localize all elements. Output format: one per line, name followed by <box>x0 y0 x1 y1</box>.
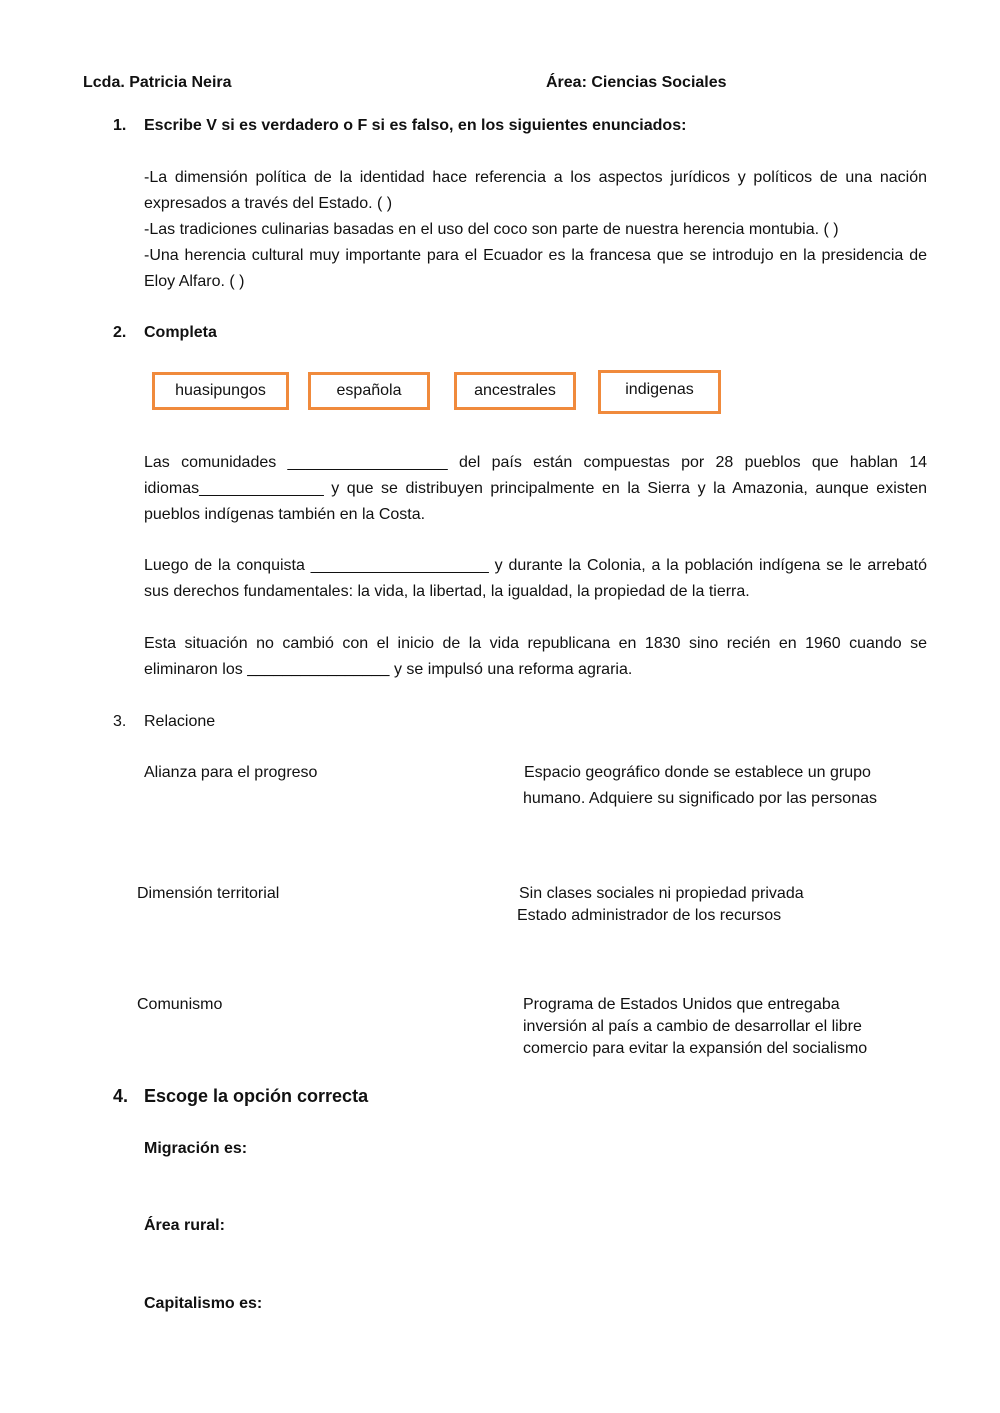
teacher-name: Lcda. Patricia Neira <box>83 74 232 91</box>
q4-item-area-rural: Área rural: <box>144 1217 225 1234</box>
q3-title: Relacione <box>144 713 216 730</box>
q4-item-migracion: Migración es: <box>144 1140 248 1157</box>
q1-statement: -Una herencia cultural muy importante para el Ecuador es la francesa que se introdujo en la presidencia de Eloy Alfaro. ( ) <box>144 247 927 290</box>
q1-statements <box>144 165 927 295</box>
q2-paragraph-2 <box>144 553 927 605</box>
match-right-line: comercio para evitar la expansión del socialismo <box>523 1040 868 1057</box>
q2-paragraph-3 <box>144 631 927 683</box>
q1-title: Escribe V si es verdadero o F si es falso, en los siguientes enunciados: <box>144 117 687 134</box>
word-bank-espanola[interactable]: española <box>308 372 430 410</box>
q2-paragraph-text: Esta situación no cambió con el inicio de la vida republicana en 1830 sino recién en 1960 cuando se eliminaron los <box>144 635 927 678</box>
match-right-line: Sin clases sociales ni propiedad privada <box>519 885 804 902</box>
q1-statement: -Las tradiciones culinarias basadas en el uso del coco son parte de nuestra herencia montubia. ( ) <box>144 221 839 238</box>
q2-paragraph-text: Luego de la conquista ____________________ y durante la Colonia, a la población indígena se le arrebató sus derechos fundamentales: la vida, la libertad, la igualdad, la propiedad de la tierra. <box>144 557 927 600</box>
match-right-item[interactable] <box>524 762 877 810</box>
match-right-line: humano. Adquiere su significado por las personas <box>523 790 877 807</box>
word-bank-huasipungos[interactable]: huasipungos <box>152 372 289 410</box>
match-right-line: inversión al país a cambio de desarrollar el libre <box>523 1018 862 1035</box>
match-right-item[interactable] <box>523 994 867 1060</box>
match-left-item[interactable]: Alianza para el progreso <box>144 764 318 781</box>
fill-in-blank[interactable]: ________________ <box>247 661 390 678</box>
word-bank-indigenas[interactable]: indigenas <box>598 370 721 414</box>
q2-paragraph-text: y se impulsó una reforma agraria. <box>389 661 633 678</box>
q4-number: 4. <box>113 1086 129 1106</box>
q2-title: Completa <box>144 324 217 341</box>
q2-paragraph-text: Las comunidades __________________ del país están compuestas por 28 pueblos que hablan 14 idiomas______________ y que se distribuyen principalmente en la Sierra y la Amazonia, aunque existen pueblos indígenas también en la Costa. <box>144 454 927 523</box>
q4-item-capitalismo: Capitalismo es: <box>144 1295 263 1312</box>
match-left-item[interactable]: Comunismo <box>137 996 223 1013</box>
match-left-item[interactable]: Dimensión territorial <box>137 885 280 902</box>
q2-number: 2. <box>113 324 127 341</box>
match-right-item[interactable] <box>519 883 804 927</box>
q4-title: Escoge la opción correcta <box>144 1086 369 1106</box>
subject-area: Área: Ciencias Sociales <box>546 74 727 91</box>
word-bank-ancestrales[interactable]: ancestrales <box>454 372 576 410</box>
q1-number: 1. <box>113 117 127 134</box>
q3-number: 3. <box>113 713 127 730</box>
q1-statement: -La dimensión política de la identidad hace referencia a los aspectos jurídicos y políticos de una nación expresados a través del Estado. ( ) <box>144 169 927 212</box>
match-right-line: Programa de Estados Unidos que entregaba <box>523 996 840 1013</box>
match-right-line: Estado administrador de los recursos <box>517 907 782 924</box>
q2-paragraph-1 <box>144 450 927 528</box>
match-right-line: Espacio geográfico donde se establece un grupo <box>524 764 871 781</box>
